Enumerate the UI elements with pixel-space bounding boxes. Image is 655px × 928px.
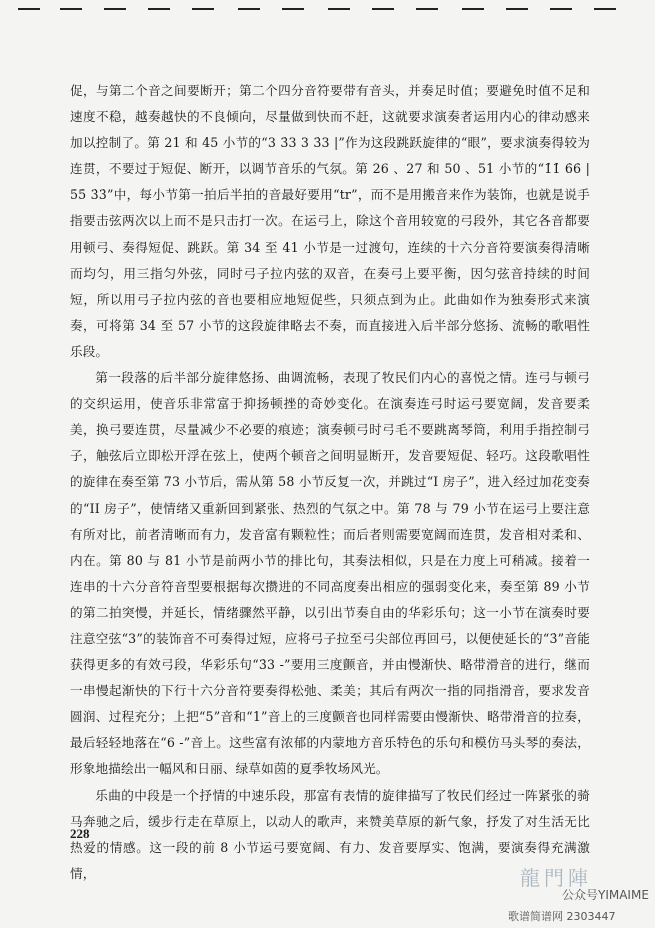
watermark-site: 歌谱简谱网 2303447 [508,910,616,923]
paragraph-2: 第一段落的后半部分旋律悠扬、曲调流畅，表现了牧民们内心的喜悦之情。连弓与顿弓的交织运用，使音乐非常富于抑扬顿挫的奇妙变化。在演奏连弓时运弓要宽阔，发音要柔美，换弓要连贯，尽量减少不必要的痕迹；演奏顿弓时弓毛不要跳离琴筒，利用手指控制弓子，触弦后立即松开浮在弦上，使两个顿音之间明显断开，发音要短促、轻巧。这段歌唱性的旋律在奏至第 73 小节后，需从第 58 小节反复一次，并跳过“I 房子”，进入经过加花变奏的“II 房子”，使情绪又重新回到紧张、热烈的气氛之中。第 78 与 79 小节在运弓上要注意有所对比，前者清晰而有力，发音富有颗粒性；而后者则需要宽阔而连贯，发音相对柔和、内在。第 80 与 81 小节是前两小节的排比句，其奏法相似，只是在力度上可稍减。接着一连串的十六分音符音型要根据每次攒进的不同高度奏出相应的强弱变化来，奏至第 89 小节的第二拍突慢，并延长，情绪骤然平静，以引出节奏自由的华彩乐句；这一小节在演奏时要注意空弦“3”的装饰音不可奏得过短，应将弓子拉至弓尖部位再回弓，以便使延长的“3̇”音能获得更多的有效弓段，华彩乐句“3̇3 -”要用三度颤音，并由慢渐快、略带滑音的进行，继而一串慢起渐快的下行十六分音符要奏得松弛、柔美；其后有两次一指的同指滑音，要求发音圆润、过程充分；上把“5”音和“1”音上的三度颤音也同样需要由慢渐快、略带滑音的拉奏，最后轻轻地落在“6 -”音上。这些富有浓郁的内蒙地方音乐特色的乐句和模仿马头琴的奏法，形象地描绘出一幅风和日丽、绿草如茵的夏季牧场风光。 [70,370,590,777]
paragraph-3: 乐曲的中段是一个抒情的中速乐段，那富有表情的旋律描写了牧民们经过一阵紧张的骑马奔驰之后，缓步行走在草原上，以动人的歌声，来赞美草原的新气象，抒发了对生活无比热爱的情感。这一段的前 8 小节运弓要宽阔、有力、发音要厚实、饱满，要演奏得充满激情， [70,787,590,881]
body-text [70,78,590,887]
paragraph-1: 促，与第二个音之间要断开；第二个四分音符要带有音头，并奏足时值；要避免时值不足和速度不稳，越奏越快的不良倾向，尽量做到快而不赶，这就要求演奏者运用内心的律动感来加以控制了。第 21 和 45 小节的“3 3̇3 3 3̇3 |”作为这段跳跃旋律的“眼”，要求演奏得较为连贯，不要过于短促、断开，以调节音乐的气氛。第 26 、27 和 50 、51 小节的“1̇1̇ 6̇6̇ | 5̇5̇ 3̇3̇”中，每小节第一拍后半拍的音最好要用“tr”，而不是用搬音来作为装饰，也就是说手指要击弦两次以上而不是只击打一次。在运弓上，除这个音用较宽的弓段外，其它各音都要用顿弓、奏得短促、跳跃。第 34 至 41 小节是一过渡句，连续的十六分音符要演奏得清晰而均匀，用三指匀外弦，同时弓子拉内弦的双音，在奏弓上要平衡，因匀弦音持续的时间短，所以用弓子拉内弦的音也要相应地短促些，只须点到为止。此曲如作为独奏形式来演奏，可将第 34 至 57 小节的这段旋律略去不奏，而直接进入后半部分悠扬、流畅的歌唱性乐段。 [70,83,590,359]
watermark-logo: 龍門陣 [520,866,592,890]
watermark-account: 公众号YIMAIME [562,888,649,902]
top-dash-line [0,0,655,12]
page-number: 228 [70,826,90,841]
